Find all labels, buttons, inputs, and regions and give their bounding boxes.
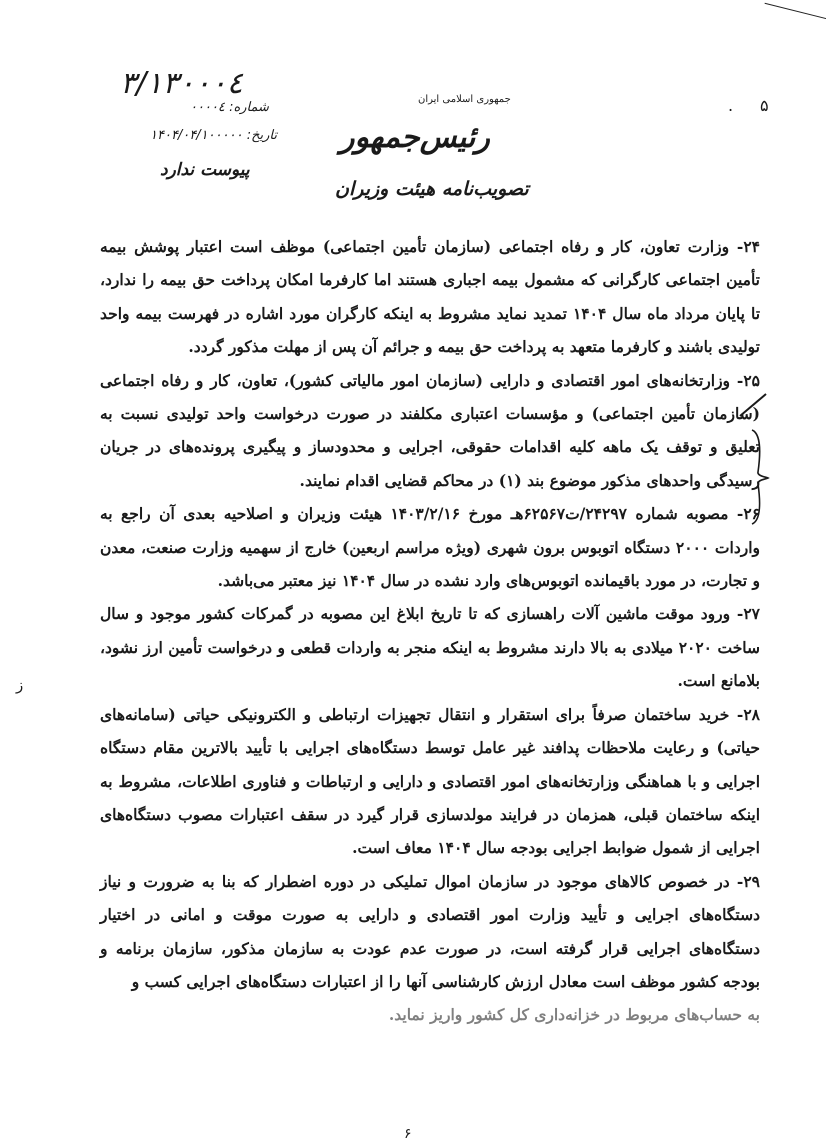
article-29: ۲۹- در خصوص کالاهای موجود در سازمان اموال تملیکی در دوره اضطرار که بنا به ضرورت و نیاز دستگاه‌های اجرایی و تأیید وزارت امور اقتصادی و دارایی به صورت موقت و امانی در اختیار دستگاه‌های اجرایی قرار گرفته است، در صورت عدم عودت به سازمان مذکور، سازمان برنامه و بودجه کشور موظف است معادل ارزش کارشناسی آنها را از اعتبارات دستگاه‌های اجرایی کسب و — [100, 871, 760, 991]
number-label: شماره: — [229, 100, 269, 115]
letterhead-caption: جمهوری اسلامی ایران — [418, 94, 511, 105]
article-25: ۲۵- وزارتخانه‌های امور اقتصادی و دارایی (سازمان امور مالیاتی کشور)، تعاون، کار و رفاه اجتماعی (سازمان تأمین اجتماعی) و مؤسسات اعتباری مکلفند در صورت درخواست واحد تولیدی نسبت به تعلیق و توقف یک ماهه کلیه اقدامات حقوقی، اجرایی و محدودساز و پیگیری پرونده‌های در جریان رسیدگی واحدهای مذکور موضوع بند (۱) در محاکم قضایی اقدام نمایند. — [100, 370, 760, 490]
folded-corner — [765, 0, 826, 26]
date-value: ١۴٠۴/٠۴/١٠٠٠٠٠ — [150, 128, 243, 143]
letterhead-title: رئیس‌جمهور — [340, 120, 490, 155]
article-28: ۲۸- خرید ساختمان صرفاً برای استقرار و انتقال تجهیزات ارتباطی و الکترونیکی حیاتی (سامانه‌های حیاتی) و رعایت ملاحظات پدافند غیر عامل توسط دستگاه‌های اجرایی با تأیید بالاترین مقام دستگاه اجرایی و با هماهنگی وزارتخانه‌های امور اقتصادی و دارایی و ارتباطات و فناوری اطلاعات، مشروط به اینکه ساختمان قبلی، همزمان در فرایند مولدسازی قرار گیرد در سقف اعتبارات مصوب دستگاه‌های اجرایی از شمول ضوابط اجرایی بودجه سال ۱۴۰۴ معاف است. — [100, 704, 760, 858]
date-label: تاریخ: — [246, 128, 277, 143]
letterhead-subtitle: تصویب‌نامه هیئت وزیران — [335, 178, 529, 200]
margin-annotation: ز — [16, 676, 24, 694]
article-29-continuation: به حساب‌های مربوط در خزانه‌داری کل کشور واریز نماید. — [388, 1005, 760, 1025]
letter-date — [150, 128, 277, 143]
decree-body — [100, 230, 760, 1032]
handwritten-reference-number: ٣/١٣٠٠٠٤ — [120, 66, 243, 101]
page-number: ۵ — [760, 96, 769, 115]
letter-number — [190, 100, 269, 115]
article-24: ۲۴- وزارت تعاون، کار و رفاه اجتماعی (سازمان تأمین اجتماعی) موظف است اعتبار پوشش بیمه تأمین اجتماعی کارگرانی که مشمول بیمه اجباری هستند اما کارفرما امکان پرداخت حق بیمه را ندارد، تا پایان مرداد ماه سال ۱۴۰۴ تمدید نماید مشروط به اینکه کارگران مورد اشاره در فهرست بیمه واحد تولیدی باشند و کارفرما متعهد به پرداخت حق بیمه و جرائم آن پس از مهلت مذکور گردد. — [100, 237, 761, 357]
attachment-note: پیوست ندارد — [160, 160, 250, 180]
article-27: ۲۷- ورود موقت ماشین آلات راهسازی که تا تاریخ ابلاغ این مصوبه در گمرکات کشور موجود و سال ساخت ۲۰۲۰ میلادی به بالا دارند مشروط به اینکه منجر به واردات قطعی و درخواست تأمین ارز نشود، بلامانع است. — [100, 604, 760, 691]
number-value: ٠٠٠٠٤ — [190, 100, 225, 115]
article-26: ۲۶- مصوبه شماره ۲۴۲۹۷/ت۶۲۵۶۷هـ مورخ ۱۴۰۳/۲/۱۶ هیئت وزیران و اصلاحیه بعدی آن راجع به واردات ۲۰۰۰ دستگاه اتوبوس برون شهری (ویژه مراسم اربعین) خارج از سهمیه وزارت صنعت، معدن و تجارت، در مورد باقیمانده اتوبوس‌های وارد نشده در سال ۱۴۰۴ نیز معتبر می‌باشد. — [100, 504, 761, 591]
dot-mark: . — [728, 96, 734, 115]
bottom-page-mark: ۶ — [404, 1126, 412, 1142]
